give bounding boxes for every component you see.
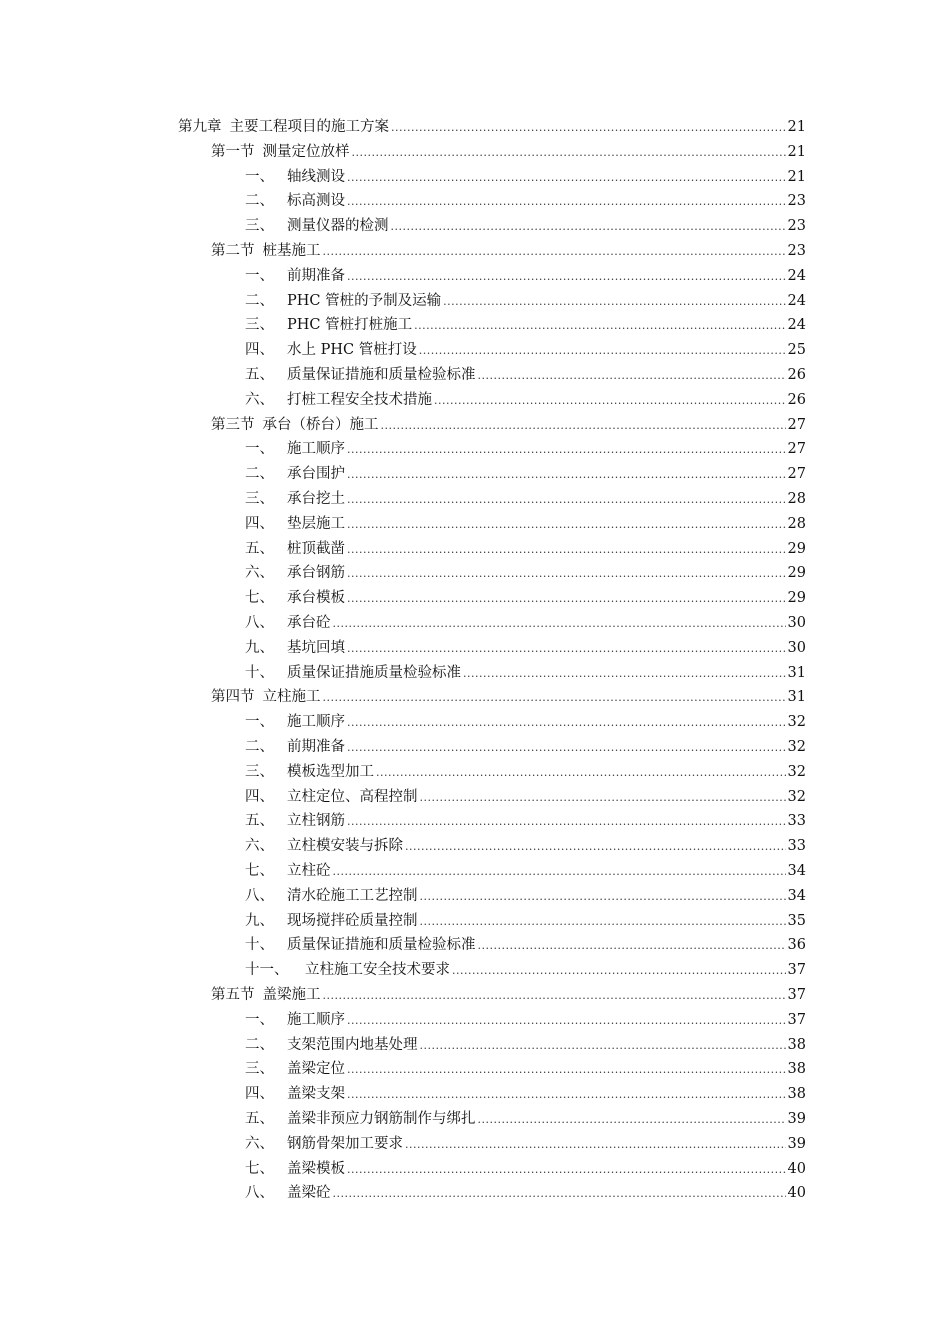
toc-entry-title: 模板选型加工 [287, 764, 374, 780]
dot-leader [333, 861, 786, 883]
toc-entry[interactable] [245, 959, 806, 981]
toc-entry-title: 基坑回填 [287, 640, 345, 656]
toc-entry-number: 九、 [245, 640, 274, 656]
toc-entry-title: 盖梁支架 [287, 1086, 345, 1102]
toc-entry-title: 承台模板 [287, 590, 345, 606]
toc-entry-number: 三、 [245, 491, 274, 507]
dot-leader [347, 588, 786, 610]
toc-entry-page-number: 31 [787, 689, 806, 705]
toc-entry-page-number: 23 [787, 193, 806, 209]
toc-entry-number: 八、 [245, 615, 274, 631]
dot-leader [443, 291, 785, 313]
toc-entry-number: 四、 [245, 516, 274, 532]
toc-entry-page-number: 24 [787, 268, 806, 284]
toc-entry[interactable] [245, 463, 806, 485]
toc-entry-page-number: 40 [787, 1185, 806, 1201]
toc-entry[interactable] [245, 1009, 806, 1031]
dot-leader [323, 687, 786, 709]
toc-entry-title: 质量保证措施质量检验标准 [287, 665, 461, 681]
dot-leader [376, 762, 786, 784]
dot-leader [391, 216, 786, 238]
toc-entry-page-number: 30 [787, 640, 806, 656]
dot-leader [347, 191, 786, 213]
toc-entry[interactable] [245, 835, 806, 857]
toc-entry-title: 前期准备 [287, 268, 345, 284]
toc-entry-number: 二、 [245, 466, 274, 482]
toc-entry[interactable] [245, 1158, 806, 1180]
toc-entry-title: 测量定位放样 [262, 144, 350, 160]
toc-entry-number: 六、 [245, 565, 274, 581]
toc-entry-title: 桩顶截凿 [287, 541, 345, 557]
toc-entry-title: 垫层施工 [287, 516, 345, 532]
toc-entry-number: 五、 [245, 367, 274, 383]
toc-entry-number: 五、 [245, 541, 274, 557]
toc-entry-number: 八、 [245, 888, 274, 904]
toc-entry-page-number: 32 [787, 739, 806, 755]
toc-entry-title: 支架范围内地基处理 [287, 1037, 418, 1053]
toc-entry[interactable] [245, 736, 806, 758]
dot-leader [478, 365, 786, 387]
toc-entry-page-number: 27 [787, 466, 806, 482]
toc-entry-title: 立柱定位、高程控制 [287, 789, 418, 805]
toc-entry-page-number: 29 [787, 565, 806, 581]
toc-entry-number: 四、 [245, 1086, 274, 1102]
toc-entry-title: 打桩工程安全技术措施 [287, 392, 432, 408]
dot-leader [347, 1159, 786, 1181]
toc-entry-page-number: 27 [787, 441, 806, 457]
toc-entry-page-number: 38 [787, 1037, 806, 1053]
toc-entry[interactable] [178, 116, 806, 138]
toc-entry-page-number: 28 [787, 491, 806, 507]
toc-entry[interactable] [211, 686, 806, 708]
toc-entry[interactable] [245, 166, 806, 188]
toc-entry-page-number: 34 [787, 863, 806, 879]
toc-entry-page-number: 31 [787, 665, 806, 681]
dot-leader [420, 886, 786, 908]
toc-entry-page-number: 27 [787, 417, 806, 433]
dot-leader [347, 539, 786, 561]
toc-entry-page-number: 37 [787, 1012, 806, 1028]
toc-entry[interactable] [245, 364, 806, 386]
toc-entry-title: 质量保证措施和质量检验标准 [287, 367, 476, 383]
toc-entry-title: 水上 PHC 管桩打设 [287, 342, 417, 358]
dot-leader [420, 787, 786, 809]
toc-entry-title: 立柱模安装与拆除 [287, 838, 403, 854]
toc-entry-title: 立柱施工安全技术要求 [305, 962, 450, 978]
toc-entry-title: 施工顺序 [287, 441, 345, 457]
toc-entry-title: 立柱施工 [262, 689, 321, 705]
toc-entry-number: 一、 [245, 714, 274, 730]
dot-leader [405, 836, 786, 858]
toc-entry[interactable] [245, 810, 806, 832]
toc-entry-title: 承台（桥台）施工 [262, 417, 379, 433]
toc-entry-title: PHC 管桩打桩施工 [287, 317, 413, 333]
toc-entry[interactable] [245, 1058, 806, 1080]
toc-entry-title: 钢筋骨架加工要求 [287, 1136, 403, 1152]
toc-entry-page-number: 24 [787, 317, 806, 333]
toc-entry-number: 二、 [245, 193, 274, 209]
dot-leader [347, 1010, 786, 1032]
toc-entry-page-number: 21 [787, 119, 806, 135]
toc-entry-page-number: 38 [787, 1061, 806, 1077]
toc-entry-title: 现场搅拌砼质量控制 [287, 913, 418, 929]
dot-leader [478, 1109, 786, 1131]
toc-entry-page-number: 24 [787, 293, 806, 309]
toc-entry-title: PHC 管桩的予制及运输 [287, 293, 442, 309]
toc-entry[interactable] [245, 1182, 806, 1204]
toc-entry-number: 第二节 [211, 243, 255, 259]
toc-entry-number: 第四节 [211, 689, 255, 705]
toc-entry-number: 三、 [245, 764, 274, 780]
toc-entry[interactable] [245, 612, 806, 634]
dot-leader [333, 613, 786, 635]
toc-entry[interactable] [245, 786, 806, 808]
toc-entry-page-number: 21 [787, 144, 806, 160]
toc-entry[interactable] [245, 934, 806, 956]
toc-entry-page-number: 39 [787, 1136, 806, 1152]
dot-leader [347, 563, 786, 585]
toc-entry[interactable] [245, 538, 806, 560]
toc-entry-number: 四、 [245, 342, 274, 358]
toc-entry-title: 盖梁施工 [262, 987, 321, 1003]
toc-entry-title: 承台挖土 [287, 491, 345, 507]
toc-entry-title: 承台钢筋 [287, 565, 345, 581]
toc-entry[interactable] [245, 290, 806, 312]
toc-entry[interactable] [211, 141, 806, 163]
toc-entry-page-number: 32 [787, 764, 806, 780]
toc-entry-number: 四、 [245, 789, 274, 805]
dot-leader [414, 315, 785, 337]
toc-entry-number: 一、 [245, 268, 274, 284]
toc-entry-title: 标高测设 [287, 193, 345, 209]
dot-leader [347, 712, 786, 734]
dot-leader [347, 811, 786, 833]
toc-entry[interactable] [245, 314, 806, 336]
toc-entry-page-number: 25 [787, 342, 806, 358]
toc-entry-number: 五、 [245, 813, 274, 829]
toc-entry[interactable] [245, 761, 806, 783]
dot-leader [478, 935, 786, 957]
toc-entry[interactable] [211, 984, 806, 1006]
toc-entry[interactable] [245, 662, 806, 684]
toc-entry-page-number: 35 [787, 913, 806, 929]
toc-entry-number: 第九章 [178, 119, 222, 135]
toc-entry[interactable] [245, 1034, 806, 1056]
toc-entry-number: 第一节 [211, 144, 255, 160]
dot-leader [419, 340, 786, 362]
toc-entry-title: 清水砼施工工艺控制 [287, 888, 418, 904]
dot-leader [391, 117, 786, 139]
toc-entry-page-number: 28 [787, 516, 806, 532]
toc-entry-page-number: 32 [787, 789, 806, 805]
toc-entry[interactable] [245, 860, 806, 882]
toc-entry[interactable] [245, 265, 806, 287]
toc-entry-title: 主要工程项目的施工方案 [229, 119, 389, 135]
toc-entry-title: 盖梁非预应力钢筋制作与绑扎 [287, 1111, 476, 1127]
toc-entry[interactable] [245, 488, 806, 510]
toc-entry-title: 立柱砼 [287, 863, 331, 879]
dot-leader [347, 514, 786, 536]
toc-entry-page-number: 36 [787, 937, 806, 953]
toc-entry-number: 二、 [245, 293, 274, 309]
toc-entry-page-number: 29 [787, 541, 806, 557]
toc-entry-page-number: 21 [787, 169, 806, 185]
dot-leader [347, 489, 786, 511]
dot-leader [352, 142, 786, 164]
toc-entry-number: 八、 [245, 1185, 274, 1201]
toc-entry-page-number: 26 [787, 392, 806, 408]
toc-entry-title: 前期准备 [287, 739, 345, 755]
toc-entry[interactable] [245, 215, 806, 237]
toc-entry-page-number: 39 [787, 1111, 806, 1127]
toc-entry-number: 九、 [245, 913, 274, 929]
toc-entry-number: 二、 [245, 739, 274, 755]
toc-entry[interactable] [211, 414, 806, 436]
toc-entry-page-number: 30 [787, 615, 806, 631]
toc-entry-title: 测量仪器的检测 [287, 218, 389, 234]
toc-entry[interactable] [245, 637, 806, 659]
dot-leader [333, 1183, 786, 1205]
toc-entry[interactable] [245, 389, 806, 411]
toc-entry-title: 盖梁定位 [287, 1061, 345, 1077]
dot-leader [420, 1035, 786, 1057]
toc-entry[interactable] [245, 885, 806, 907]
toc-entry-number: 三、 [245, 218, 274, 234]
toc-entry-page-number: 26 [787, 367, 806, 383]
toc-entry-title: 施工顺序 [287, 1012, 345, 1028]
toc-entry-number: 六、 [245, 838, 274, 854]
dot-leader [381, 415, 786, 437]
toc-entry[interactable] [245, 711, 806, 733]
toc-entry-page-number: 33 [787, 838, 806, 854]
toc-entry-number: 第五节 [211, 987, 255, 1003]
toc-entry-number: 三、 [245, 1061, 274, 1077]
toc-entry-title: 质量保证措施和质量检验标准 [287, 937, 476, 953]
toc-entry-number: 一、 [245, 169, 274, 185]
dot-leader [347, 266, 786, 288]
toc-entry[interactable] [211, 240, 806, 262]
dot-leader [347, 439, 786, 461]
dot-leader [347, 737, 786, 759]
toc-entry-page-number: 34 [787, 888, 806, 904]
toc-entry-title: 盖梁模板 [287, 1161, 345, 1177]
toc-entry-page-number: 37 [787, 962, 806, 978]
dot-leader [434, 390, 786, 412]
toc-entry-number: 五、 [245, 1111, 274, 1127]
dot-leader [463, 663, 786, 685]
toc-entry-title: 承台砼 [287, 615, 331, 631]
dot-leader [323, 241, 786, 263]
toc-entry-page-number: 37 [787, 987, 806, 1003]
toc-entry-title: 桩基施工 [262, 243, 321, 259]
toc-entry-number: 二、 [245, 1037, 274, 1053]
toc-entry[interactable] [245, 1108, 806, 1130]
toc-entry[interactable] [245, 1133, 806, 1155]
toc-entry-page-number: 33 [787, 813, 806, 829]
toc-entry-title: 盖梁砼 [287, 1185, 331, 1201]
toc-entry[interactable] [245, 513, 806, 535]
toc-entry-title: 立柱钢筋 [287, 813, 345, 829]
toc-entry-number: 十、 [245, 937, 274, 953]
toc-entry[interactable] [245, 438, 806, 460]
dot-leader [347, 1084, 786, 1106]
toc-entry-page-number: 40 [787, 1161, 806, 1177]
toc-entry[interactable] [245, 339, 806, 361]
toc-entry-number: 一、 [245, 441, 274, 457]
toc-entry[interactable] [245, 910, 806, 932]
toc-entry-number: 三、 [245, 317, 274, 333]
dot-leader [347, 1059, 786, 1081]
toc-entry-page-number: 23 [787, 243, 806, 259]
toc-entry[interactable] [245, 190, 806, 212]
toc-entry[interactable] [245, 587, 806, 609]
toc-entry-title: 轴线测设 [287, 169, 345, 185]
dot-leader [347, 167, 786, 189]
toc-entry-page-number: 32 [787, 714, 806, 730]
dot-leader [323, 985, 786, 1007]
toc-entry-number: 七、 [245, 863, 274, 879]
toc-entry-number: 一、 [245, 1012, 274, 1028]
toc-entry-number: 十、 [245, 665, 274, 681]
dot-leader [420, 911, 786, 933]
toc-entry-number: 七、 [245, 590, 274, 606]
toc-entry-page-number: 29 [787, 590, 806, 606]
toc-entry-page-number: 38 [787, 1086, 806, 1102]
toc-entry-title: 施工顺序 [287, 714, 345, 730]
toc-entry-number: 六、 [245, 1136, 274, 1152]
dot-leader [405, 1134, 786, 1156]
dot-leader [347, 638, 786, 660]
toc-entry[interactable] [245, 562, 806, 584]
dot-leader [347, 464, 786, 486]
dot-leader [452, 960, 786, 982]
toc-entry-number: 十一、 [245, 962, 289, 978]
toc-entry-number: 第三节 [211, 417, 255, 433]
toc-entry-number: 七、 [245, 1161, 274, 1177]
toc-entry-number: 六、 [245, 392, 274, 408]
toc-entry[interactable] [245, 1083, 806, 1105]
toc-entry-page-number: 23 [787, 218, 806, 234]
toc-entry-title: 承台围护 [287, 466, 345, 482]
